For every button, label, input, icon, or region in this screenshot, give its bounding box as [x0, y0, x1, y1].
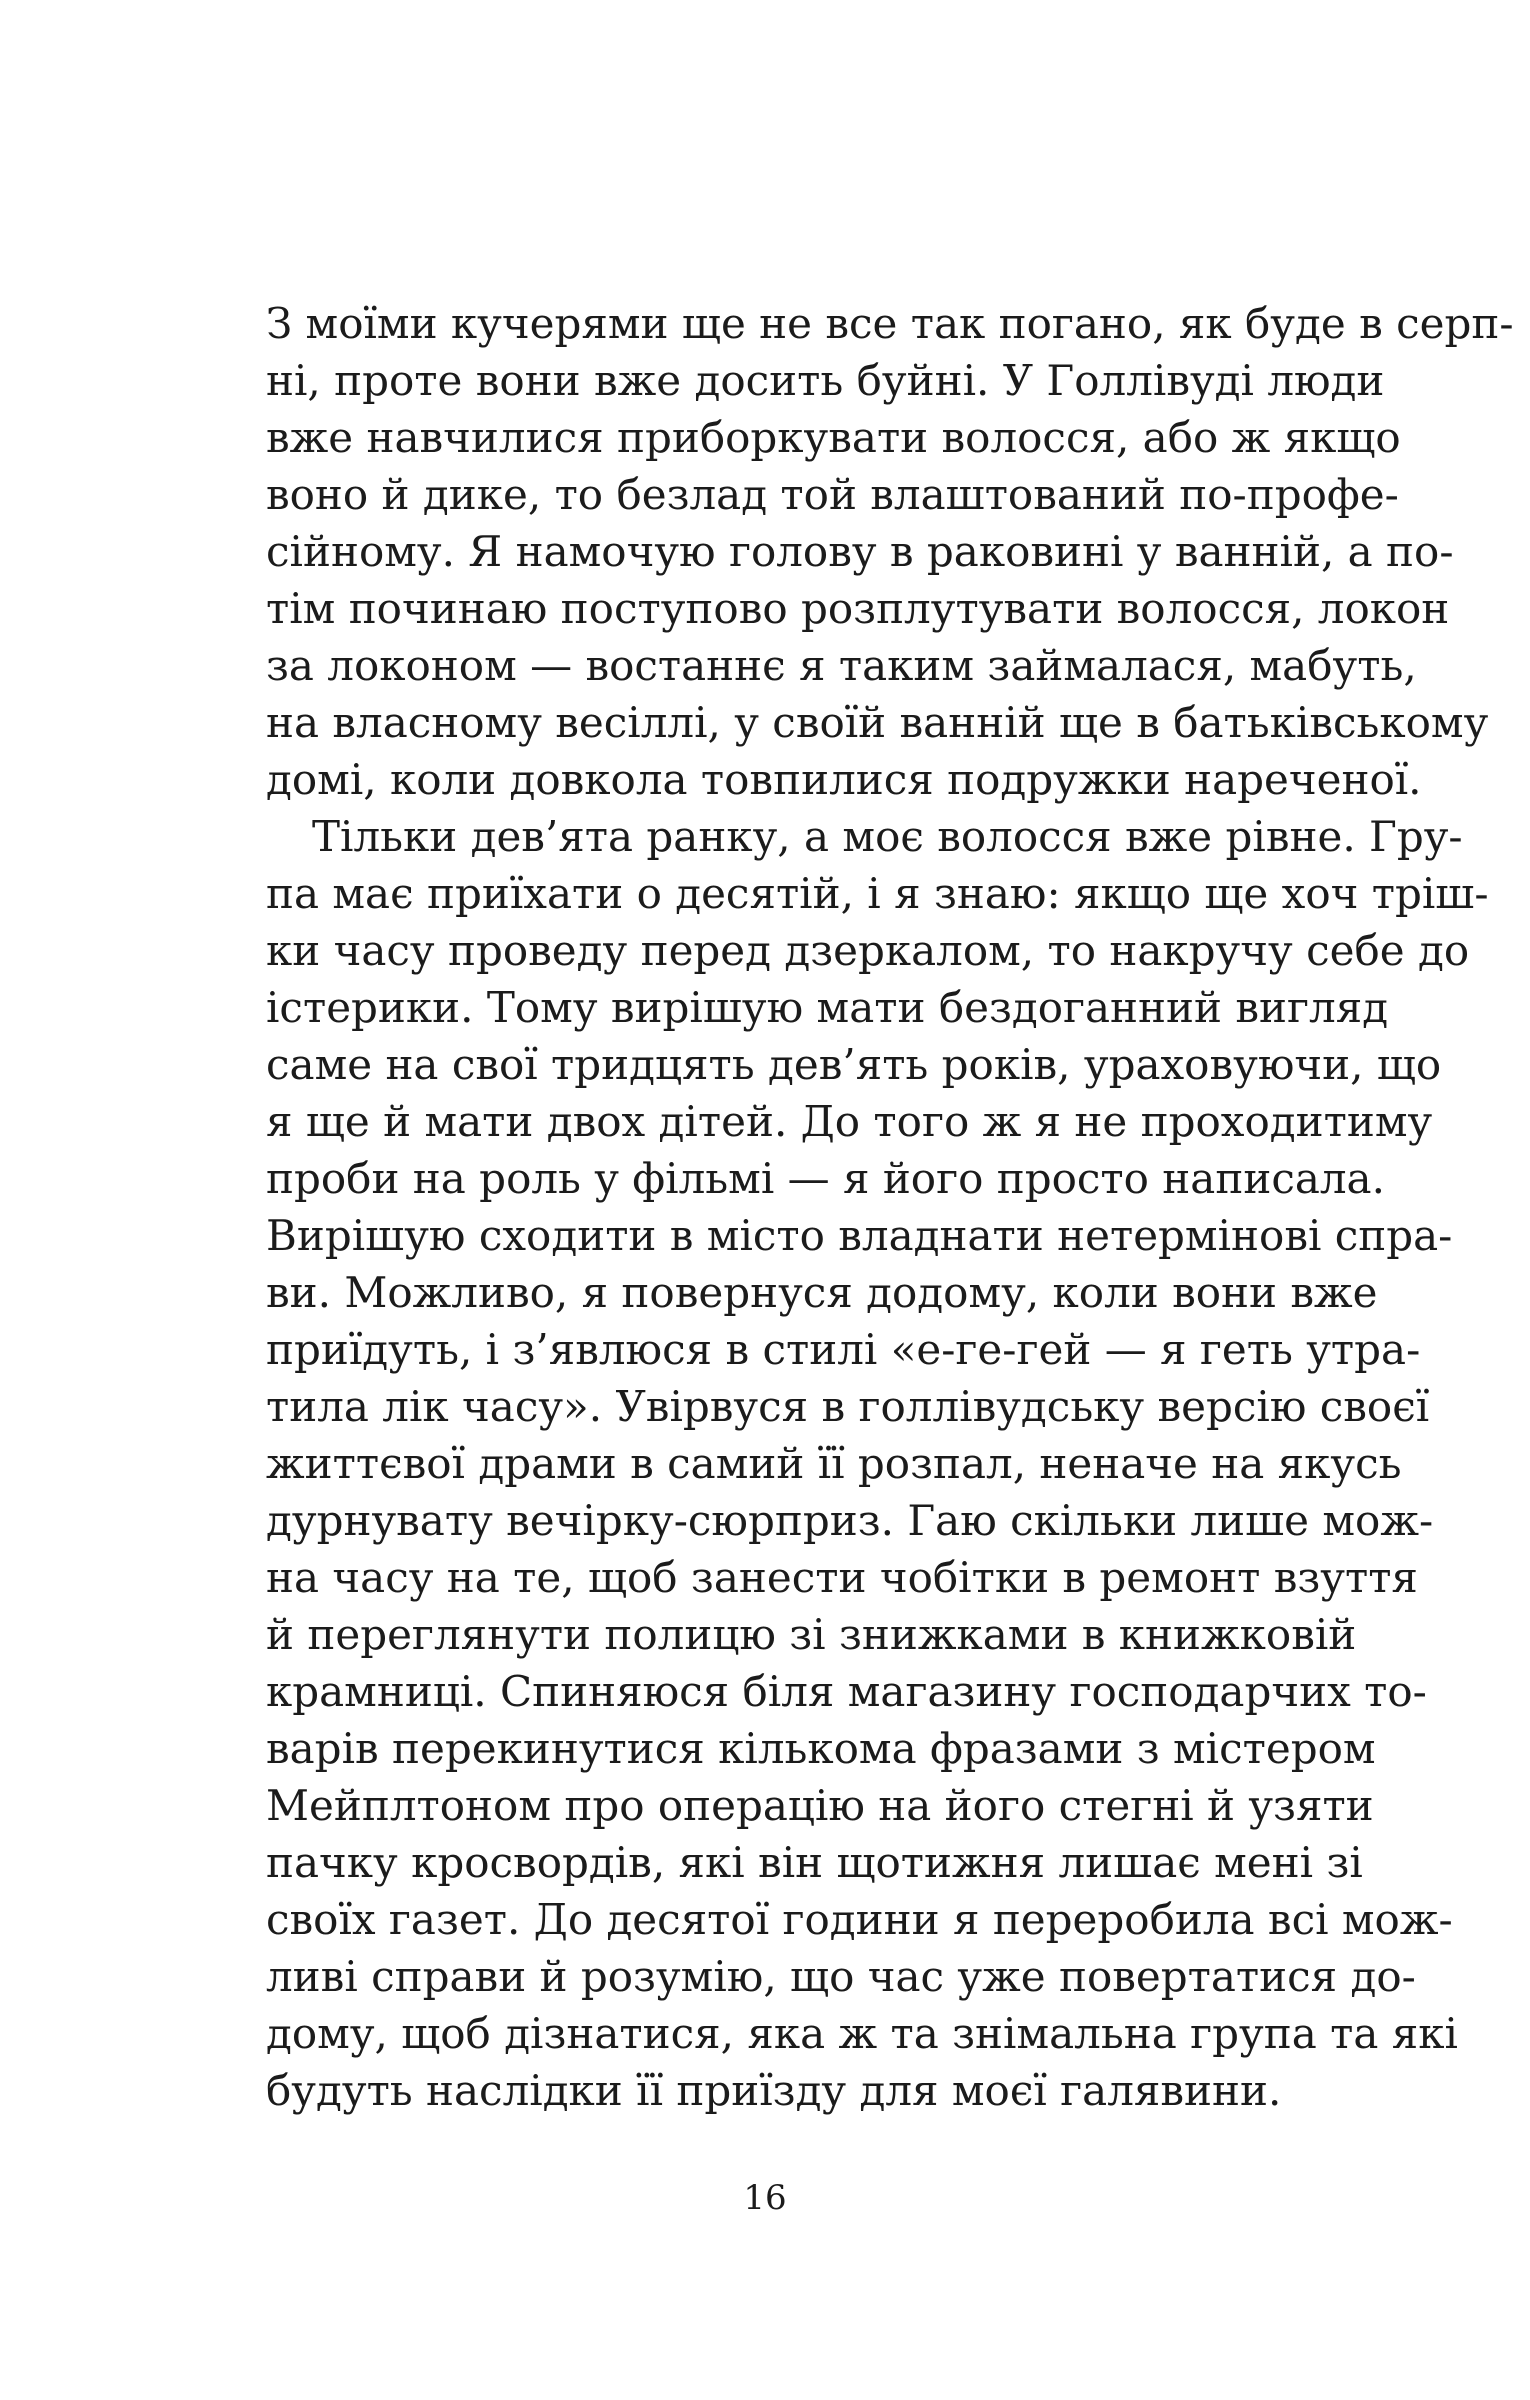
text-line: домі, коли довкола товпилися подружки нареченої.	[266, 755, 1422, 804]
text-line: варів перекинутися кількома фразами з містером	[266, 1724, 1376, 1773]
text-line: сійному. Я намочую голову в раковині у ванній, а по-	[266, 527, 1454, 576]
text-line: крамниці. Спиняюся біля магазину господарчих то-	[266, 1667, 1427, 1716]
text-line: Вирішую сходити в місто владнати нетермінові спра-	[266, 1211, 1453, 1260]
text-line: ки часу проведу перед дзеркалом, то накручу себе до	[266, 926, 1470, 975]
text-line: тім починаю поступово розплутувати волосся, локон	[266, 584, 1450, 633]
body-text	[266, 295, 1514, 2119]
text-line: будуть наслідки її приїзду для моєї галявини.	[266, 2066, 1282, 2115]
text-line: життєвої драми в самий її розпал, неначе на якусь	[266, 1439, 1402, 1488]
text-line: на часу на те, щоб занести чобітки в ремонт взуття	[266, 1553, 1418, 1602]
text-line: З моїми кучерями ще не все так погано, як буде в серп-	[266, 299, 1514, 348]
text-line: па має приїхати о десятій, і я знаю: якщо ще хоч тріш-	[266, 869, 1489, 918]
text-line: воно й дике, то безлад той влаштований по-профе-	[266, 470, 1399, 519]
text-line: ливі справи й розумію, що час уже повертатися до-	[266, 1952, 1416, 2001]
text-line: пачку кросвордів, які він щотижня лишає мені зі	[266, 1838, 1363, 1887]
text-line: Тільки дев’ята ранку, а моє волосся вже рівне. Гру-	[312, 812, 1463, 861]
text-line: Мейплтоном про операцію на його стегні й узяти	[266, 1781, 1374, 1830]
paragraph	[266, 808, 1489, 2119]
text-line: своїх газет. До десятої години я переробила всі мож-	[266, 1895, 1453, 1944]
text-line: істерики. Тому вирішую мати бездоганний вигляд	[266, 983, 1389, 1032]
text-line: проби на роль у фільмі — я його просто написала.	[266, 1154, 1385, 1203]
text-line: й переглянути полицю зі знижками в книжковій	[266, 1610, 1357, 1659]
text-line: на власному весіллі, у своїй ванній ще в батьківському	[266, 698, 1489, 747]
text-line: приїдуть, і з’явлюся в стилі «е-ге-гей — я геть утра-	[266, 1325, 1421, 1374]
text-line: ви. Можливо, я повернуся додому, коли вони вже	[266, 1268, 1378, 1317]
text-line: саме на свої тридцять дев’ять років, ураховуючи, що	[266, 1040, 1442, 1089]
text-line: ні, проте вони вже досить буйні. У Голлівуді люди	[266, 356, 1385, 405]
paragraph	[266, 295, 1514, 808]
text-line: за локоном — востаннє я таким займалася, мабуть,	[266, 641, 1417, 690]
text-line: тила лік часу». Увірвуся в голлівудську версію своєї	[266, 1382, 1430, 1431]
text-line: я ще й мати двох дітей. До того ж я не проходитиму	[266, 1097, 1433, 1146]
text-line: дурнувату вечірку-сюрприз. Гаю скільки лише мож-	[266, 1496, 1434, 1545]
text-line: вже навчилися приборкувати волосся, або ж якщо	[266, 413, 1401, 462]
text-line: дому, щоб дізнатися, яка ж та знімальна група та які	[266, 2009, 1458, 2058]
page-number: 16	[743, 2178, 787, 2218]
